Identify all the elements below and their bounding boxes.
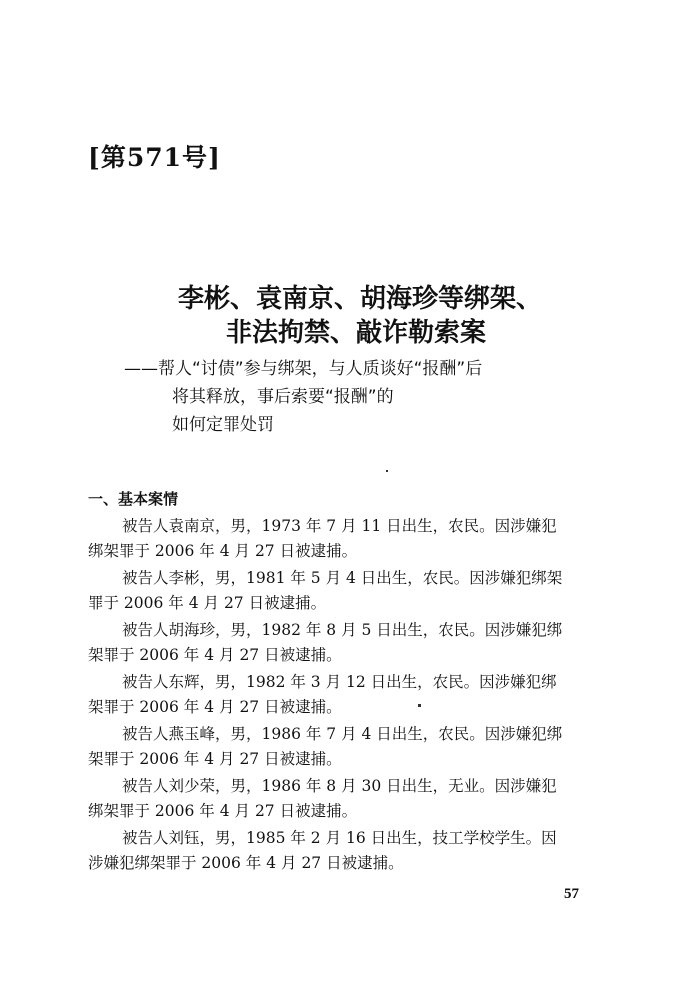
section-heading: 一、基本案情 [88, 490, 179, 508]
scan-speck [386, 470, 388, 472]
case-title-line-1: 李彬、袁南京、胡海珍等绑架、 [178, 284, 543, 314]
body-paragraph-1-line-2: 绑架罪于 2006 年 4 月 27 日被逮捕。 [88, 542, 358, 560]
body-paragraph-6-line-2: 绑架罪于 2006 年 4 月 27 日被逮捕。 [88, 802, 358, 820]
case-title-line-2: 非法拘禁、敲诈勒索案 [226, 318, 487, 348]
body-paragraph-2-line-1: 被告人李彬，男，1981 年 5 月 4 日出生，农民。因涉嫌犯绑架 [122, 569, 563, 587]
body-paragraph-3-line-2: 架罪于 2006 年 4 月 27 日被逮捕。 [88, 646, 342, 664]
body-paragraph-4-line-2: 架罪于 2006 年 4 月 27 日被逮捕。 [88, 698, 342, 716]
body-paragraph-7-line-1: 被告人刘钰，男，1985 年 2 月 16 日出生，技工学校学生。因 [122, 829, 557, 847]
body-paragraph-6-line-1: 被告人刘少荣，男，1986 年 8 月 30 日出生，无业。因涉嫌犯 [122, 777, 557, 795]
subtitle-line-3: 如何定罪处罚 [172, 415, 274, 435]
subtitle-line-2: 将其释放，事后索要“报酬”的 [172, 387, 394, 407]
subtitle-line-1: ——帮人“讨债”参与绑架，与人质谈好“报酬”后 [124, 359, 483, 379]
body-paragraph-3-line-1: 被告人胡海珍，男，1982 年 8 月 5 日出生，农民。因涉嫌犯绑 [122, 621, 563, 639]
case-number: [第571号] [88, 143, 221, 172]
body-paragraph-5-line-1: 被告人燕玉峰，男，1986 年 7 月 4 日出生，农民。因涉嫌犯绑 [122, 725, 563, 743]
body-paragraph-1-line-1: 被告人袁南京，男，1973 年 7 月 11 日出生，农民。因涉嫌犯 [122, 517, 557, 535]
page-number: 57 [564, 886, 579, 902]
body-paragraph-7-line-2: 涉嫌犯绑架罪于 2006 年 4 月 27 日被逮捕。 [88, 854, 404, 872]
body-paragraph-5-line-2: 架罪于 2006 年 4 月 27 日被逮捕。 [88, 750, 342, 768]
body-paragraph-2-line-2: 罪于 2006 年 4 月 27 日被逮捕。 [88, 594, 327, 612]
scan-speck [418, 704, 421, 707]
body-paragraph-4-line-1: 被告人东辉，男，1982 年 3 月 12 日出生，农民。因涉嫌犯绑 [122, 673, 557, 691]
